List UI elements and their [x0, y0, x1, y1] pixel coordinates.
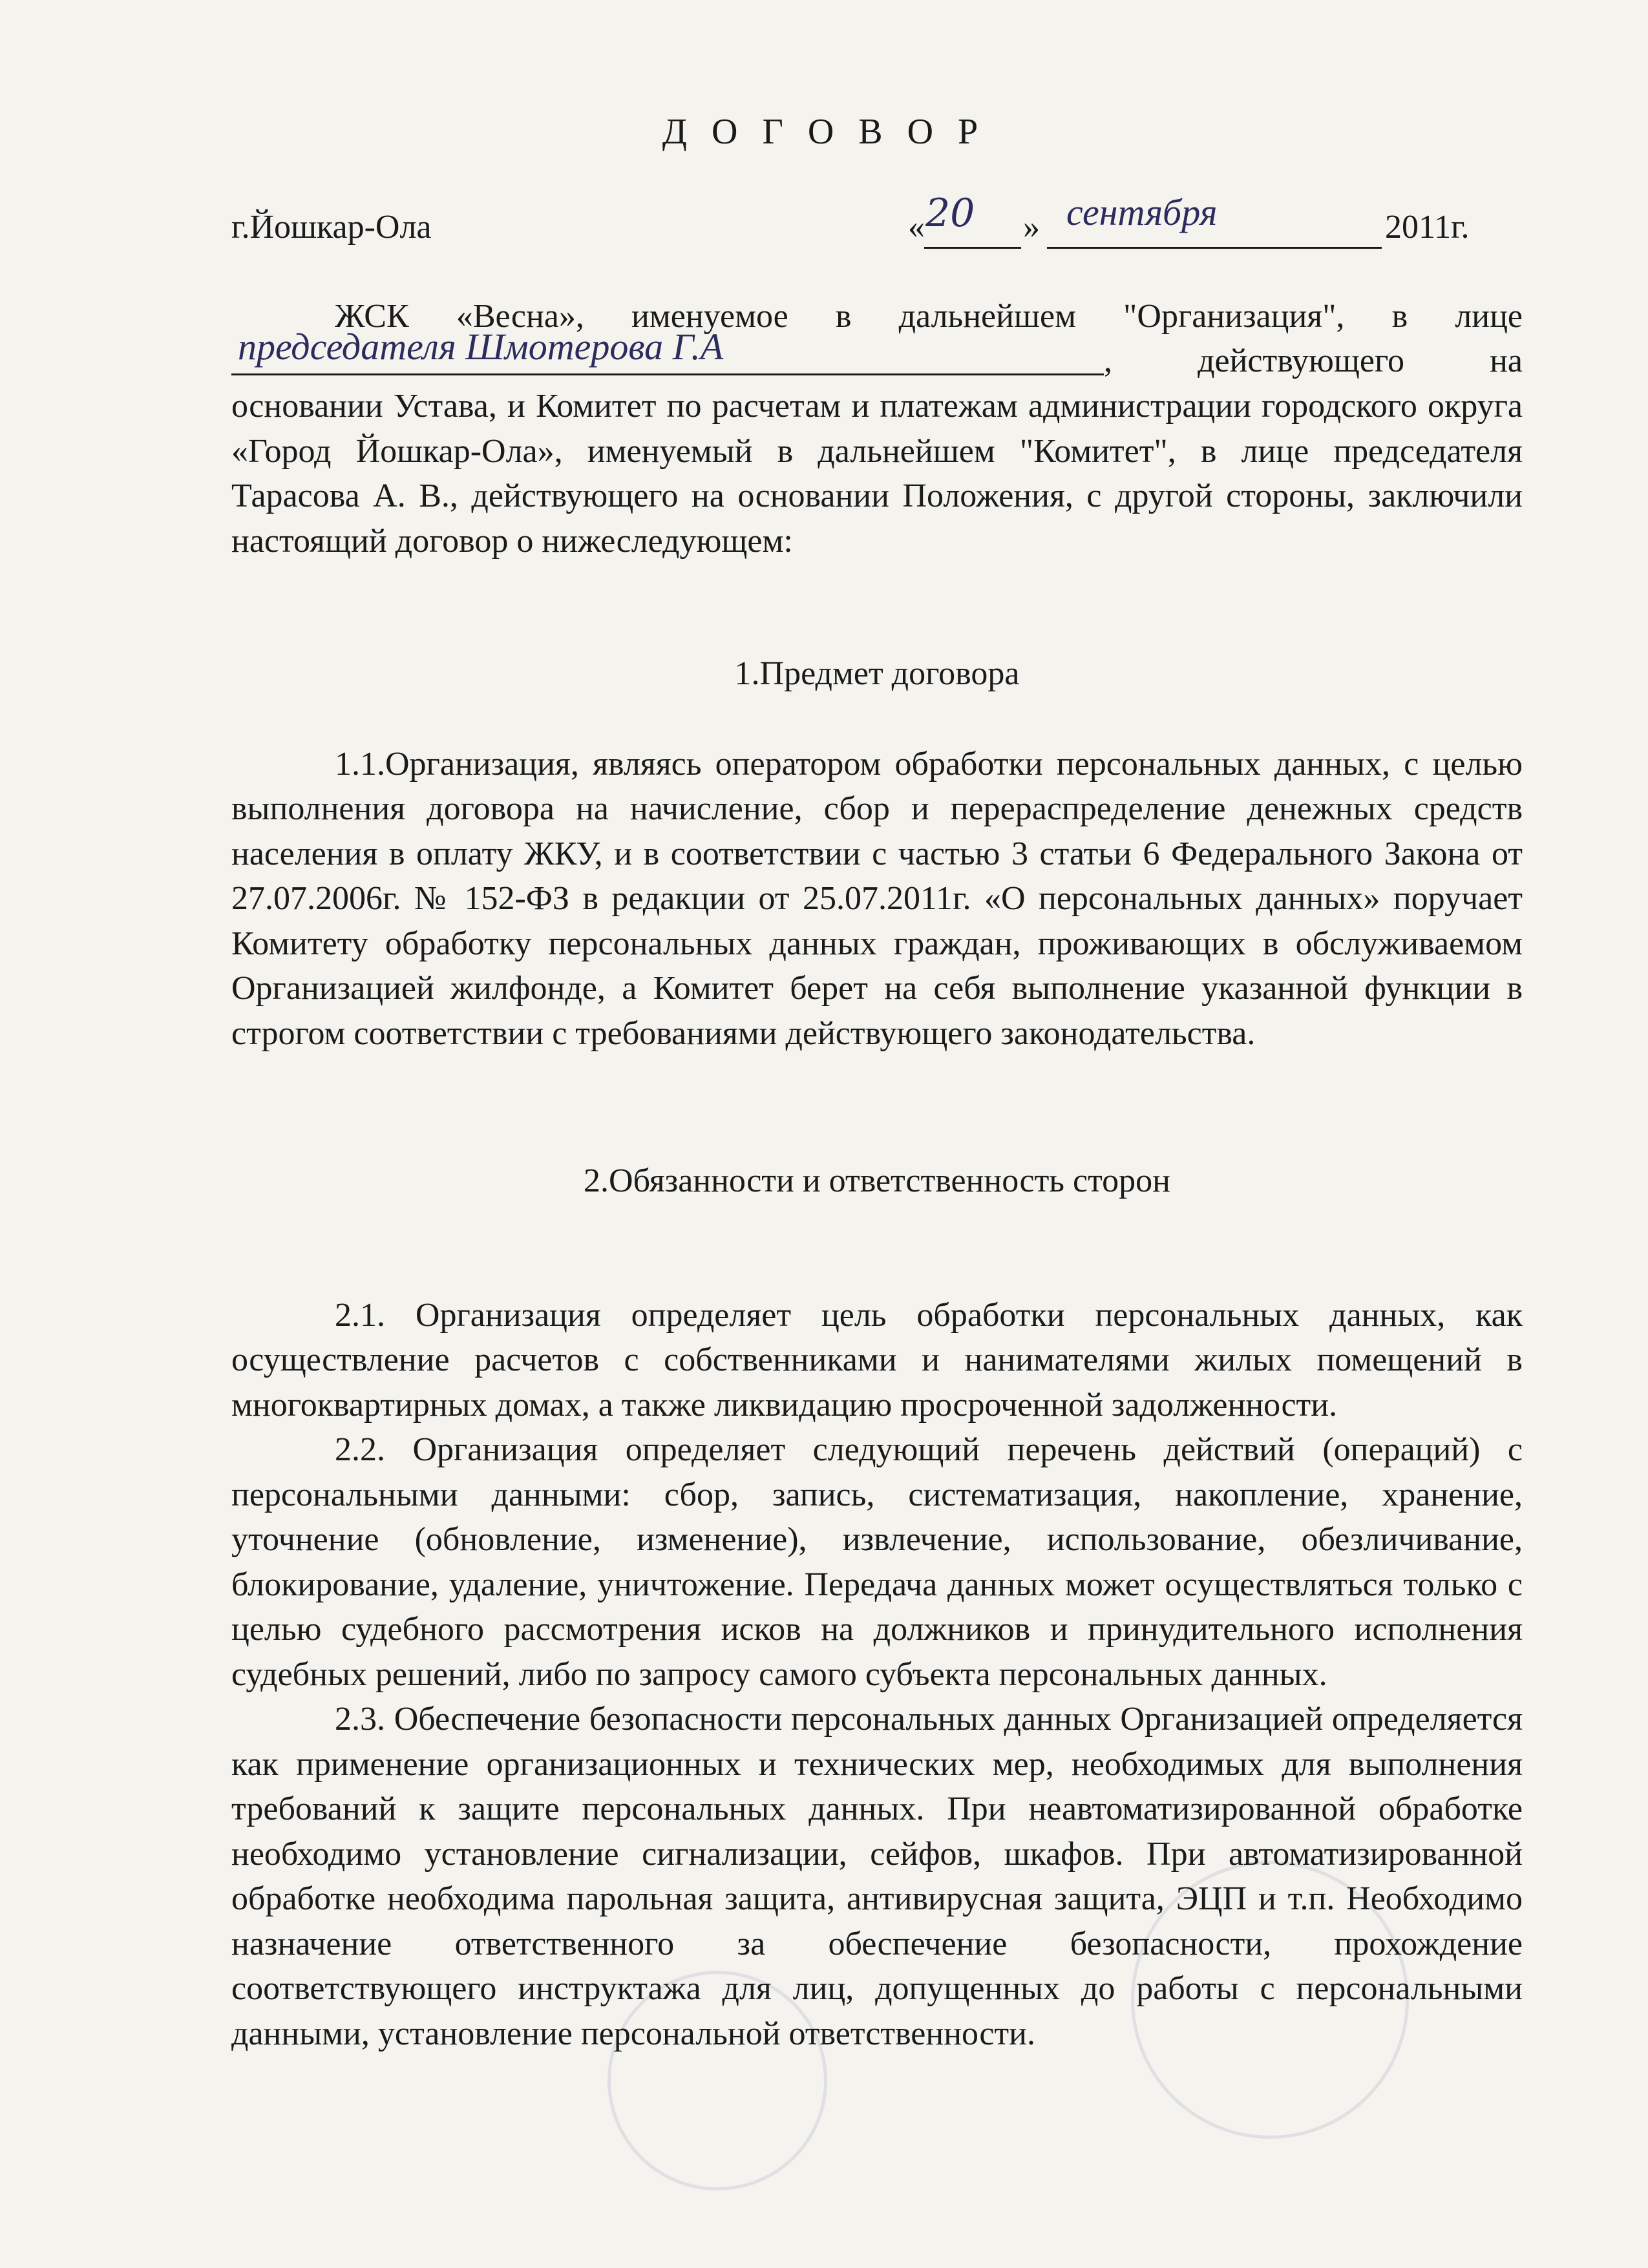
date-day-underline [924, 247, 1021, 249]
clause-2-1: 2.1. Организация определяет цель обработки персональных данных, как осуществление расчетов с собственниками и нанимателями жилых помещений в многоквартирных домах, а также ликвидацию просроченной задолженности. [231, 1296, 1523, 1423]
date-day-handwritten: 20 [925, 191, 975, 236]
section-2 [231, 1159, 1523, 2056]
intro-line-2-tail-text: , действующего на [1104, 342, 1523, 379]
intro-line-1-text: ЖСК «Весна», именуемое в дальнейшем "Организация", в лице [335, 298, 1523, 335]
clause-2-2: 2.2. Организация определяет следующий перечень действий (операций) с персональными данными: сбор, запись, систематизация, накопление, хранение, уточнение (обновление, изменение), извлечение, использование, обезличивание, блокирование, удаление, уничтожение. Передача данных может осуществляться только с целью судебного рассмотрения исков на должников и принудительного исполнения судебных решений, либо по запросу самого субъекта персональных данных. [231, 1431, 1523, 1693]
intro-line-2-tail [1104, 339, 1523, 384]
clause-1-1: 1.1.Организация, являясь оператором обработки персональных данных, с целью выполнения договора на начисление, сбор и перераспределение денежных средств населения в оплату ЖКУ, и в соответствии с частью 3 статьи 6 Федерального Закона от 27.07.2006г. № 152-ФЗ в редакции от 25.07.2011г. «О персональных данных» поручает Комитету обработку персональных данных граждан, проживающих в обслуживаемом Организацией жилфонде, а Комитет берет на себя выполнение указанной функции в строгом соответствии с требованиями действующего законодательства. [231, 745, 1523, 1052]
intro-rest-text: основании Устава, и Комитет по расчетам и платежам администрации городского округа «Город Йошкар-Ола», именуемый в дальнейшем "Комитет", в лице председателя Тарасова А. В., действующего на основании Положения, с другой стороны, заключили настоящий договор о нижеследующем: [231, 388, 1523, 560]
date-month-underline [1047, 247, 1382, 249]
document-title: Д О Г О В О Р [662, 112, 986, 152]
date-year: 2011г. [1385, 209, 1470, 246]
date-month-handwritten: сентября [1066, 191, 1218, 233]
intro-rest [231, 384, 1523, 563]
signatory-underline [231, 373, 1104, 375]
section-2-title: 2.Обязанности и ответственность сторон [584, 1162, 1170, 1199]
section-1 [231, 651, 1523, 1056]
signatory-handwritten: председателя Шмотерова Г.А [238, 326, 724, 368]
section-1-title: 1.Предмет договора [734, 655, 1020, 692]
date-quote-open: « [908, 209, 925, 246]
clause-2-3: 2.3. Обеспечение безопасности персональных данных Организацией определяется как применение организационных и технических мер, необходимых для выполнения требований к защите персональных данных. При неавтоматизированной обработке необходимо установление сигнализации, сейфов, шкафов. При автоматизированной обработке необходима парольная защита, антивирусная защита, ЭЦП и т.п. Необходимо назначение ответственного за обеспечение безопасности, прохождение соответствующего инструктажа для лиц, допущенных до работы с персональными данными, установление персональной ответственности. [231, 1701, 1523, 2052]
city: г.Йошкар-Ола [231, 209, 432, 246]
date-quote-close: » [1023, 209, 1040, 246]
